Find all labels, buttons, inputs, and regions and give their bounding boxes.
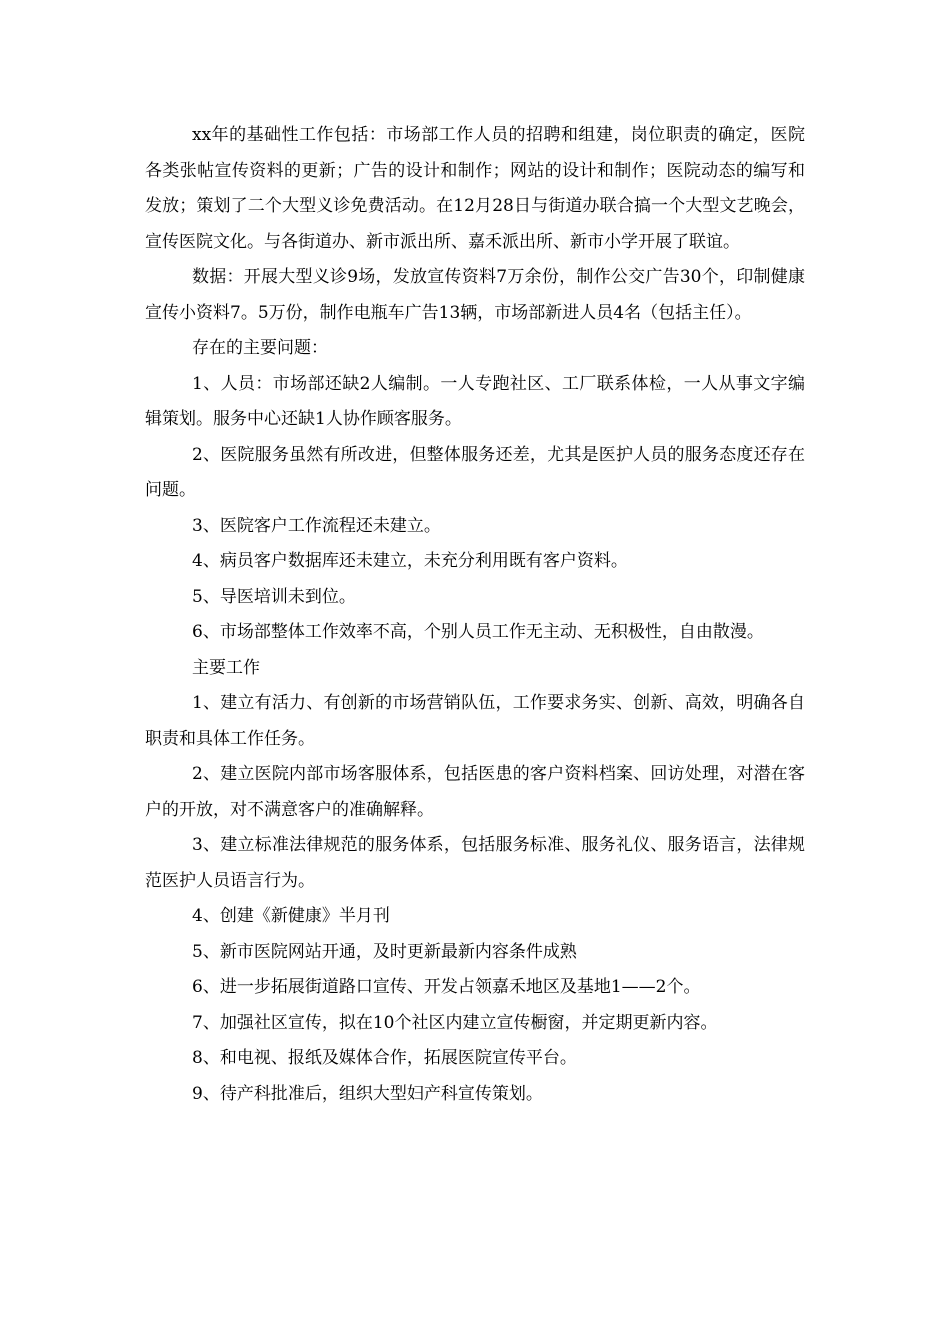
problem-item-4: 4、病员客户数据库还未建立，未充分利用既有客户资料。 [192,551,628,571]
heading-main-problems: 存在的主要问题： [192,338,328,358]
work-item-4: 4、创建《新健康》半月刊 [192,906,390,926]
work-item-8: 8、和电视、报纸及媒体合作，拓展医院宣传平台。 [192,1048,577,1068]
work-item-7: 7、加强社区宣传，拟在10个社区内建立宣传橱窗，并定期更新内容。 [192,1012,718,1033]
work-item-3: 3、建立标准法律规范的服务体系，包括服务标准、服务礼仪、服务语言，法律规范医护人员语言行为。 [145,835,805,891]
paragraph-data: 数据：开展大型义诊9场，发放宣传资料7万余份，制作公交广告30个，印制健康宣传小资料7。5万份，制作电瓶车广告13辆，市场部新进人员4名（包括主任）。 [145,267,805,323]
problem-item-6: 6、市场部整体工作效率不高，个别人员工作无主动、无积极性，自由散漫。 [192,622,764,642]
work-item-6: 6、进一步拓展街道路口宣传、开发占领嘉禾地区及基地1——2个。 [192,977,701,997]
document-body [145,118,805,1112]
problem-item-5: 5、导医培训未到位。 [192,586,356,607]
work-item-9: 9、待产科批准后，组织大型妇产科宣传策划。 [192,1083,543,1104]
paragraph-basic-work: xx年的基础性工作包括：市场部工作人员的招聘和组建，岗位职责的确定，医院各类张帖宣传资料的更新；广告的设计和制作；网站的设计和制作；医院动态的编写和发放；策划了二个大型义诊免费活动。在12月28日与街道办联合搞一个大型文艺晚会，宣传医院文化。与各街道办、新市派出所、嘉禾派出所、新市小学开展了联谊。 [145,125,805,252]
heading-main-work: 主要工作 [192,657,260,678]
work-item-5: 5、新市医院网站开通，及时更新最新内容条件成熟 [192,941,577,962]
work-item-1: 1、建立有活力、有创新的市场营销队伍，工作要求务实、创新、高效，明确各自职责和具体工作任务。 [145,693,805,749]
problem-item-3: 3、医院客户工作流程还未建立。 [192,515,441,536]
problem-item-2: 2、医院服务虽然有所改进，但整体服务还差，尤其是医护人员的服务态度还存在问题。 [145,444,805,500]
problem-item-1: 1、人员：市场部还缺2人编制。一人专跑社区、工厂联系体检，一人从事文字编辑策划。服务中心还缺1人协作顾客服务。 [145,373,805,429]
work-item-2: 2、建立医院内部市场客服体系，包括医患的客户资料档案、回访处理，对潜在客户的开放，对不满意客户的准确解释。 [145,764,805,820]
